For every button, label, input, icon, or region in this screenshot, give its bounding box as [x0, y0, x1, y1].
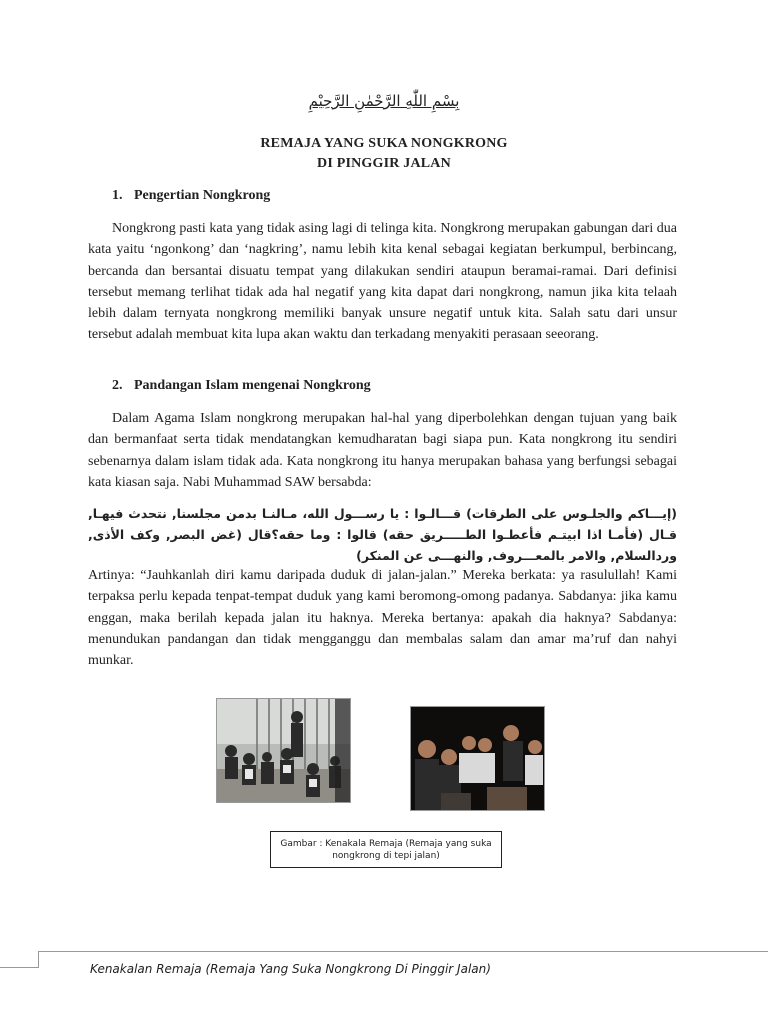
footer-running-title: Kenakalan Remaja (Remaja Yang Suka Nongkrong Di Pinggir Jalan) — [90, 962, 491, 976]
title-line-2: DI PINGGIR JALAN — [317, 156, 451, 171]
hadith-arabic-text: (إيـــاكم والجلـوس على الطرقات) قـــالـوا : يا رســـول الله، مـالنـا بدمن مجلسنا, نتحدث فيهـا, قـال (فأمـا اذا ابيتـم فأعطـوا الطـــــريق حقه) قالوا : وما حقه؟قال (غض البصر, وكف الأذى, وردالسلام, والامر بالمعـــروف, والنهـــى عن المنكر) — [88, 506, 677, 563]
section-2-paragraph: Dalam Agama Islam nongkrong merupakan hal-hal yang diperbolehkan dengan tujuan yang baik dan bermanfaat serta tidak mendatangkan kemudharatan bagi siapa pun. Kata nongkrong itu sendiri sebenarnya dalam islam tidak ada. Kata nongkrong itu hanya merupakan bahasa yang berfungsi sebagai kata kiasan saja. Nabi Muhammad SAW bersabda: — [88, 411, 677, 490]
photo-group-sitting-by-gate-image — [217, 699, 350, 802]
photo-caption: Gambar : Kenakala Remaja (Remaja yang suka nongkrong di tepi jalan) — [270, 831, 502, 868]
title-line-1: REMAJA YANG SUKA NONGKRONG — [260, 136, 508, 151]
section-2-title: Pandangan Islam mengenai Nongkrong — [134, 378, 371, 393]
section-1-paragraph: Nongkrong pasti kata yang tidak asing lagi di telinga kita. Nongkrong merupakan gabungan dari dua kata yaitu ‘ngonkong’ dan ‘nagkring’, namu lebih kita kenal sebagai kegiatan berkumpul, berbincang, bercanda dan bersantai disuatu tempat yang dilakukan sendiri ataupun beramai-ramai. Dari definisi tersebut memang terlihat tidak ada hal negatif yang kita dapat dari nongkrong, namun jika kita telaah lebih dalam ternyata nongkrong memiliki banyak unsure negatif untuk kita. Salah satu dari unsur tersebut adalah membuat kita lupa akan waktu dan terkadang menyakiti perasaan seeorang. — [88, 221, 677, 343]
photo-group-at-night-image — [411, 707, 544, 810]
section-2-number: 2. — [112, 378, 123, 393]
page-title — [0, 134, 768, 174]
footer-rule-left — [0, 967, 39, 968]
section-1-title: Pengertian Nongkrong — [134, 188, 271, 203]
section-1-number: 1. — [112, 188, 123, 203]
footer-rule-right — [38, 951, 768, 952]
bismillah-heading: بِسْمِ اللّٰهِ الرَّحْمٰنِ الرَّحِيْمِ — [308, 92, 460, 110]
photo-group-at-night — [410, 706, 545, 811]
hadith-translation: Artinya: “Jauhkanlah diri kamu daripada duduk di jalan-jalan.” Mereka berkata: ya rasulullah! Kami terpaksa perlu kepada tenpat-tempat duduk yang kami beromong-omong padanya. Sabdanya: jika kamu enggan, maka berilah kepada jalan itu haknya. Mereka bertanya: apakah dia haknya? Sabdanya: menundukan pandangan dan tidak mengganggu dan membalas salam dan amar ma’ruf dan nahyi munkar. — [88, 568, 677, 669]
footer-rule-step — [38, 951, 39, 968]
photo-group-sitting-by-gate — [216, 698, 351, 803]
